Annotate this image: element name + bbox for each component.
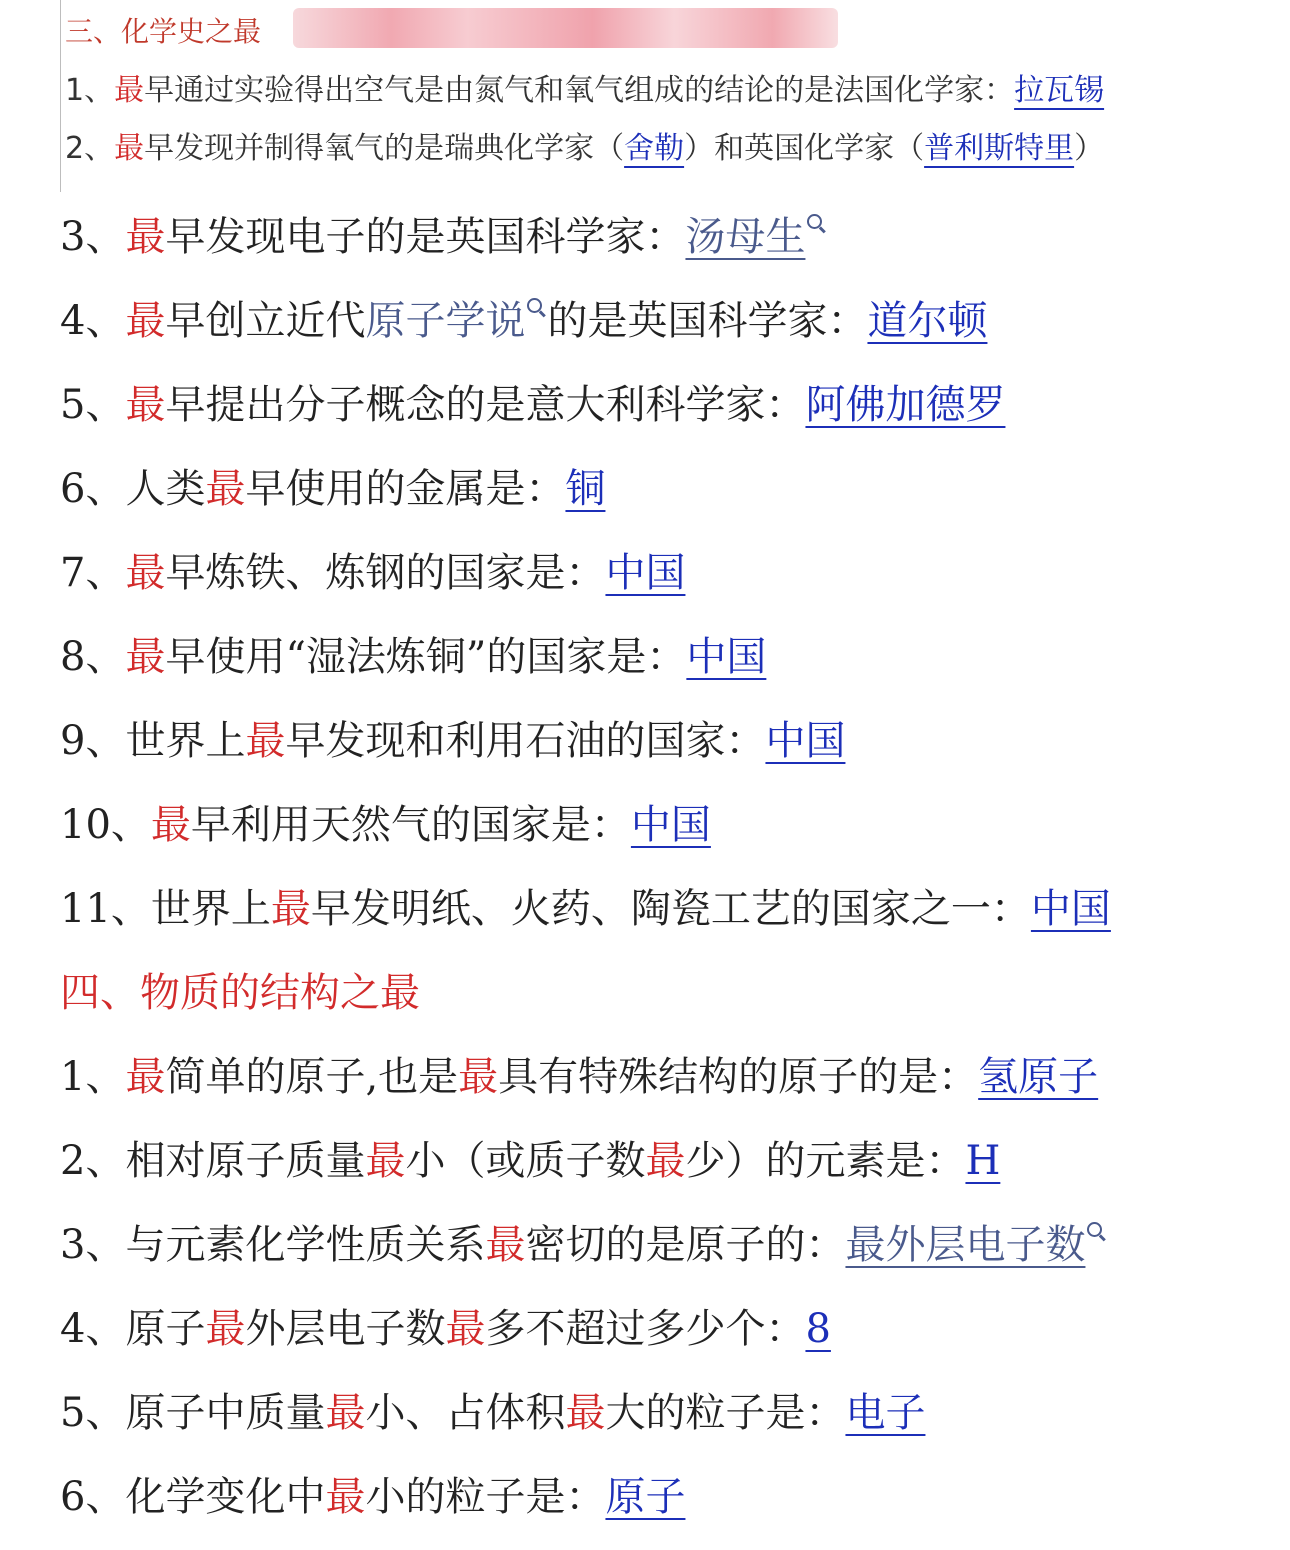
list-item: 6、人类最早使用的金属是：铜 bbox=[60, 466, 606, 512]
answer-link[interactable]: 中国 bbox=[765, 718, 846, 764]
list-item: 3、与元素化学性质关系最密切的是原子的：最外层电子数 bbox=[60, 1214, 1107, 1276]
answer-link[interactable]: 原子 bbox=[605, 1474, 686, 1520]
answer-link[interactable]: 舍勒 bbox=[624, 131, 685, 166]
list-item: 1、最简单的原子,也是最具有特殊结构的原子的是：氢原子 bbox=[60, 1054, 1099, 1100]
answer-link[interactable]: 中国 bbox=[1030, 886, 1111, 932]
list-item: 4、最早创立近代原子学说 的是英国科学家：道尔顿 bbox=[60, 290, 987, 352]
answer-link[interactable]: 电子 bbox=[845, 1390, 926, 1436]
section-3-heading: 三、化学史之最 bbox=[65, 15, 262, 48]
search-icon[interactable] bbox=[1085, 1214, 1107, 1244]
list-item: 4、原子最外层电子数最多不超过多少个：8 bbox=[60, 1306, 831, 1352]
list-item: 1、最早通过实验得出空气是由氮气和氧气组成的结论的是法国化学家：拉瓦锡 bbox=[65, 73, 1105, 108]
answer-link[interactable]: 氢原子 bbox=[978, 1054, 1099, 1100]
answer-link[interactable]: H bbox=[965, 1138, 1001, 1184]
list-item: 10、最早利用天然气的国家是：中国 bbox=[60, 802, 711, 848]
list-item: 5、原子中质量最小、占体积最大的粒子是：电子 bbox=[60, 1390, 926, 1436]
answer-link[interactable]: 铜 bbox=[565, 466, 606, 512]
list-item: 9、世界上最早发现和利用石油的国家：中国 bbox=[60, 718, 846, 764]
answer-link[interactable]: 拉瓦锡 bbox=[1014, 73, 1105, 108]
search-icon[interactable] bbox=[525, 290, 547, 320]
list-item: 8、最早使用“湿法炼铜”的国家是：中国 bbox=[60, 634, 767, 680]
answer-link[interactable]: 中国 bbox=[686, 634, 767, 680]
list-item: 2、相对原子质量最小（或质子数最少）的元素是：H bbox=[60, 1138, 1001, 1184]
list-item: 3、最早发现电子的是英国科学家：汤母生 bbox=[60, 206, 827, 268]
answer-link[interactable]: 普利斯特里 bbox=[924, 131, 1075, 166]
keyword-link[interactable]: 原子学说 bbox=[365, 298, 526, 344]
answer-link[interactable]: 道尔顿 bbox=[867, 298, 988, 344]
answer-link[interactable]: 阿佛加德罗 bbox=[805, 382, 1006, 428]
answer-link[interactable]: 最外层电子数 bbox=[845, 1222, 1086, 1268]
list-item: 5、最早提出分子概念的是意大利科学家：阿佛加德罗 bbox=[60, 382, 1006, 428]
answer-link[interactable]: 中国 bbox=[630, 802, 711, 848]
list-item: 2、最早发现并制得氧气的是瑞典化学家（舍勒）和英国化学家（普利斯特里） bbox=[65, 131, 1105, 166]
section-3-box bbox=[60, 0, 1241, 192]
answer-link[interactable]: 中国 bbox=[605, 550, 686, 596]
answer-link[interactable]: 8 bbox=[805, 1306, 831, 1352]
section-4-heading: 四、物质的结构之最 bbox=[60, 970, 420, 1016]
answer-link[interactable]: 汤母生 bbox=[685, 214, 806, 260]
list-item: 11、世界上最早发明纸、火药、陶瓷工艺的国家之一：中国 bbox=[60, 886, 1111, 932]
list-item: 7、最早炼铁、炼钢的国家是：中国 bbox=[60, 550, 686, 596]
search-icon[interactable] bbox=[805, 206, 827, 236]
list-item: 6、化学变化中最小的粒子是：原子 bbox=[60, 1474, 686, 1520]
blurred-watermark bbox=[293, 8, 838, 48]
